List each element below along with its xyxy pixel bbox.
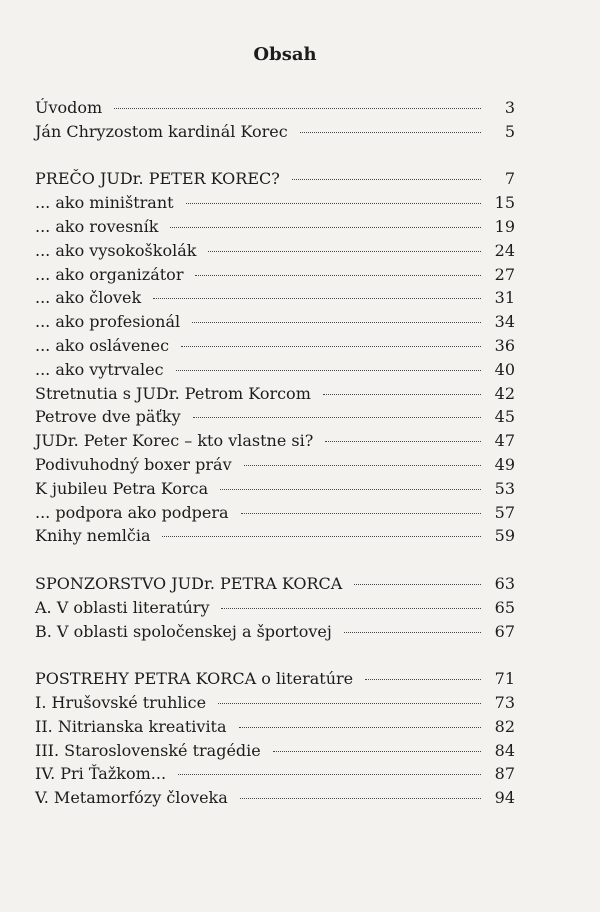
toc-entry-title: ... ako človek	[35, 288, 142, 308]
toc-entry-page-number: 67	[494, 621, 515, 641]
toc-entry-title: Podivuhodný boxer práv	[35, 454, 232, 474]
toc-entry-page-number: 71	[494, 669, 515, 689]
toc-entry[interactable]	[35, 358, 515, 382]
toc-entry-page-number: 36	[494, 335, 515, 355]
dot-leader	[365, 679, 481, 680]
toc-entry-title: Úvodom	[35, 98, 103, 117]
toc-entry-title: ... ako rovesník	[35, 216, 159, 236]
toc-entry[interactable]	[35, 429, 515, 453]
dot-leader	[178, 774, 481, 775]
toc-entry-page-number: 49	[494, 454, 515, 474]
toc-entry[interactable]	[35, 263, 515, 287]
dot-leader	[240, 798, 481, 799]
toc-entry[interactable]	[35, 762, 515, 786]
toc-entry-page-number: 59	[494, 526, 515, 546]
toc-entry[interactable]	[35, 382, 515, 406]
toc-entry-page-number: 42	[494, 383, 515, 403]
toc-entry-title: Petrove dve päťky	[35, 407, 181, 427]
dot-leader	[218, 703, 481, 704]
toc-entry[interactable]	[35, 239, 515, 263]
toc-entry-title: Stretnutia s JUDr. Petrom Korcom	[35, 383, 311, 403]
toc-entry-title: PREČO JUDr. PETER KOREC?	[35, 169, 280, 189]
dot-leader	[354, 584, 481, 585]
dot-leader	[193, 417, 481, 418]
toc-entry-page-number: 82	[494, 716, 515, 736]
toc-entry-page-number: 63	[494, 573, 515, 593]
toc-entry[interactable]	[35, 477, 515, 501]
dot-leader	[323, 394, 481, 395]
toc-entry[interactable]	[35, 310, 515, 334]
dot-leader	[114, 108, 481, 109]
toc-entry[interactable]	[35, 715, 515, 739]
dot-leader	[221, 608, 481, 609]
toc-entry-page-number: 84	[494, 740, 515, 760]
toc-entry[interactable]	[35, 167, 515, 191]
toc-entry[interactable]	[35, 667, 515, 691]
toc-entry[interactable]	[35, 620, 515, 644]
toc-entry-page-number: 53	[494, 478, 515, 498]
dot-leader	[181, 346, 481, 347]
section-spacer	[35, 548, 515, 572]
toc-entry-page-number: 87	[494, 764, 515, 784]
toc-entry-title: ... podpora ako podpera	[35, 502, 229, 522]
toc-entry-title: JUDr. Peter Korec – kto vlastne si?	[35, 431, 314, 451]
toc-entry-title: ... ako miništrant	[35, 193, 174, 213]
toc-entry-title: K jubileu Petra Korca	[35, 478, 209, 498]
toc-entry[interactable]	[35, 96, 515, 120]
dot-leader	[195, 275, 481, 276]
toc-entry-title: II. Nitrianska kreativita	[35, 716, 227, 736]
toc-entry[interactable]	[35, 405, 515, 429]
toc-entry-title: A. V oblasti literatúry	[35, 597, 210, 617]
toc-entry-title: Ján Chryzostom kardinál Korec	[35, 121, 288, 141]
toc-entry-title: IV. Pri Ťažkom...	[35, 764, 167, 784]
toc-entry[interactable]	[35, 215, 515, 239]
dot-leader	[153, 298, 481, 299]
toc-entry-title: ... ako vysokoškolák	[35, 240, 197, 260]
toc-entry-page-number: 57	[494, 502, 515, 522]
toc-entry-page-number: 45	[494, 407, 515, 427]
toc-entry-page-number: 15	[494, 193, 515, 213]
toc-entry-page-number: 19	[494, 216, 515, 236]
dot-leader	[344, 632, 481, 633]
toc-entry[interactable]	[35, 739, 515, 763]
toc-entry-title: I. Hrušovské truhlice	[35, 692, 207, 712]
toc-entry[interactable]	[35, 120, 515, 144]
dot-leader	[176, 370, 481, 371]
toc-entry[interactable]	[35, 191, 515, 215]
toc-entry-title: B. V oblasti spoločenskej a športovej	[35, 621, 332, 641]
toc-entry-title: SPONZORSTVO JUDr. PETRA KORCA	[35, 573, 343, 593]
dot-leader	[300, 132, 481, 133]
toc-entry-page-number: 40	[494, 359, 515, 379]
dot-leader	[208, 251, 481, 252]
dot-leader	[239, 727, 481, 728]
toc-entry-page-number: 31	[494, 288, 515, 308]
dot-leader	[325, 441, 481, 442]
section-spacer	[35, 643, 515, 667]
toc-entry-title: ... ako vytrvalec	[35, 359, 164, 379]
toc-entry-title: ... ako oslávenec	[35, 335, 170, 355]
toc-entry-page-number: 94	[494, 788, 515, 808]
toc-entry[interactable]	[35, 453, 515, 477]
toc-entry[interactable]	[35, 786, 515, 810]
dot-leader	[292, 179, 481, 180]
toc-entry[interactable]	[35, 691, 515, 715]
toc-entry[interactable]	[35, 572, 515, 596]
toc-entry-page-number: 47	[494, 431, 515, 451]
dot-leader	[273, 751, 481, 752]
toc-entry[interactable]	[35, 596, 515, 620]
dot-leader	[241, 513, 481, 514]
dot-leader	[186, 203, 481, 204]
toc-entry-page-number: 5	[504, 121, 515, 141]
table-of-contents	[35, 96, 515, 810]
dot-leader	[170, 227, 481, 228]
toc-entry-page-number: 73	[494, 692, 515, 712]
dot-leader	[244, 465, 481, 466]
section-spacer	[35, 144, 515, 168]
toc-entry-title: III. Staroslovenské tragédie	[35, 740, 261, 760]
toc-entry-page-number: 34	[494, 312, 515, 332]
page-title: Obsah	[253, 44, 317, 65]
toc-entry-page-number: 7	[504, 169, 515, 189]
toc-entry[interactable]	[35, 334, 515, 358]
toc-entry-page-number: 65	[494, 597, 515, 617]
toc-entry-title: Knihy nemlčia	[35, 526, 151, 546]
toc-entry-page-number: 27	[494, 264, 515, 284]
dot-leader	[192, 322, 481, 323]
dot-leader	[220, 489, 481, 490]
toc-entry-title: V. Metamorfózy človeka	[35, 788, 228, 808]
toc-entry-title: ... ako profesionál	[35, 312, 181, 332]
toc-entry[interactable]	[35, 286, 515, 310]
dot-leader	[162, 536, 481, 537]
toc-entry-page-number: 3	[504, 98, 515, 117]
toc-entry[interactable]	[35, 524, 515, 548]
toc-entry[interactable]	[35, 501, 515, 525]
toc-entry-title: ... ako organizátor	[35, 264, 184, 284]
toc-entry-title: POSTREHY PETRA KORCA o literatúre	[35, 669, 354, 689]
toc-entry-page-number: 24	[494, 240, 515, 260]
